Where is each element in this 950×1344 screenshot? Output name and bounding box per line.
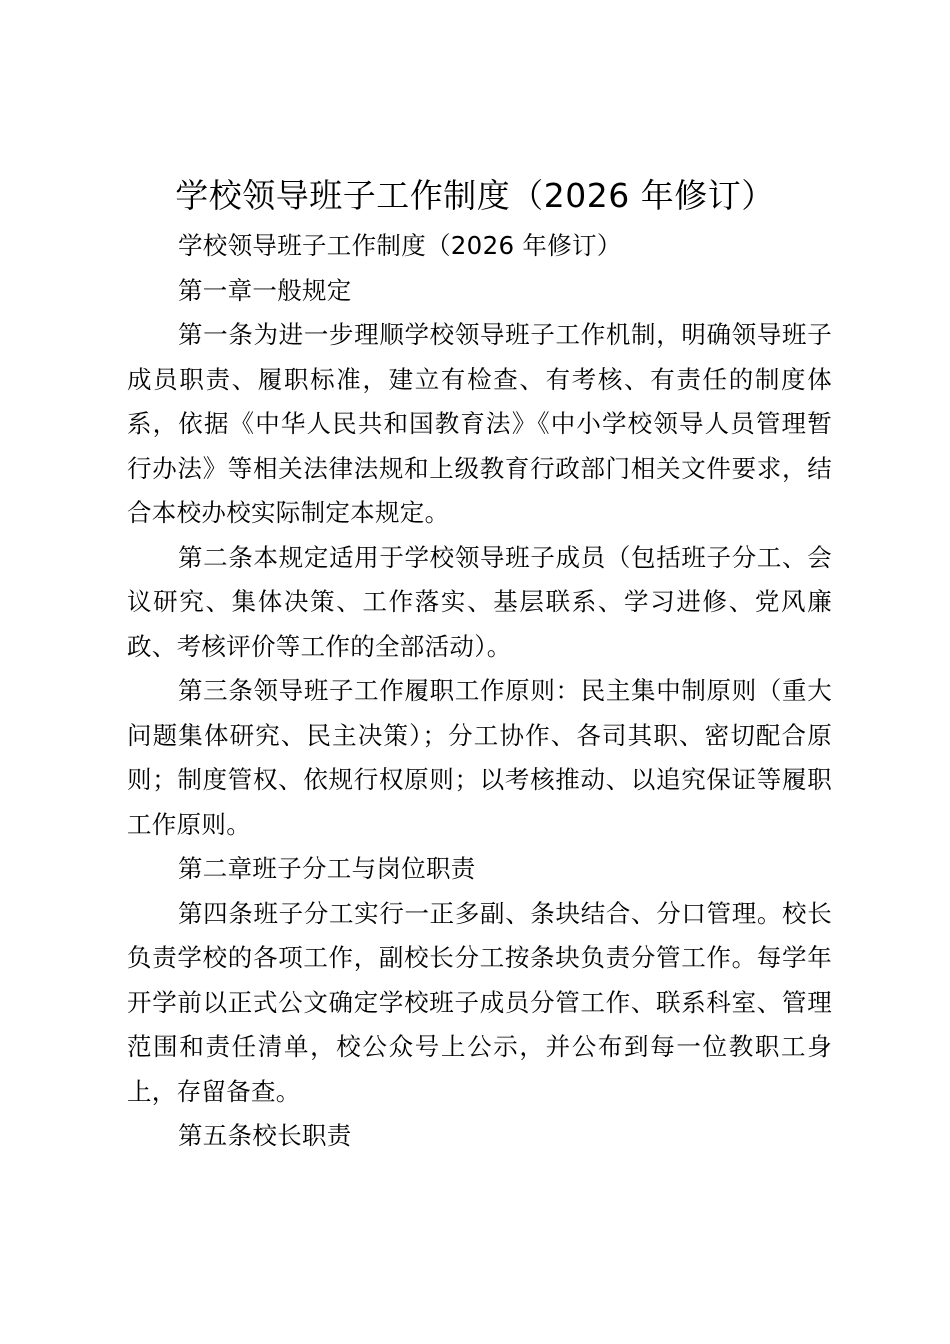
- document-body: [127, 224, 832, 1159]
- chapter-heading: 第二章班子分工与岗位职责: [178, 854, 476, 883]
- article-paragraph: 第四条班子分工实行一正多副、条块结合、分口管理。校长负责学校的各项工作，副校长分工按条块负责分管工作。每学年开学前以正式公文确定学校班子成员分管工作、联系科室、管理范围和责任清单，校公众号上公示，并公布到每一位教职工身上，存留备查。: [127, 898, 832, 1106]
- article-paragraph: 第二条本规定适用于学校领导班子成员（包括班子分工、会议研究、集体决策、工作落实、基层联系、学习进修、党风廉政、考核评价等工作的全部活动）。: [127, 542, 832, 661]
- subtitle-paragraph: 学校领导班子工作制度（2026 年修订）: [178, 231, 622, 260]
- chapter-heading: 第一章一般规定: [178, 275, 352, 305]
- document-title: 学校领导班子工作制度（2026 年修订）: [175, 176, 775, 215]
- article-paragraph: 第一条为进一步理顺学校领导班子工作机制，明确领导班子成员职责、履职标准，建立有检查、有考核、有责任的制度体系，依据《中华人民共和国教育法》《中小学校领导人员管理暂行办法》等相关法律法规和上级教育行政部门相关文件要求，结合本校办校实际制定本规定。: [127, 320, 832, 527]
- article-heading: 第五条校长职责: [178, 1121, 352, 1150]
- article-paragraph: 第三条领导班子工作履职工作原则：民主集中制原则（重大问题集体研究、民主决策）；分工协作、各司其职、密切配合原则；制度管权、依规行权原则；以考核推动、以追究保证等履职工作原则。: [127, 676, 832, 839]
